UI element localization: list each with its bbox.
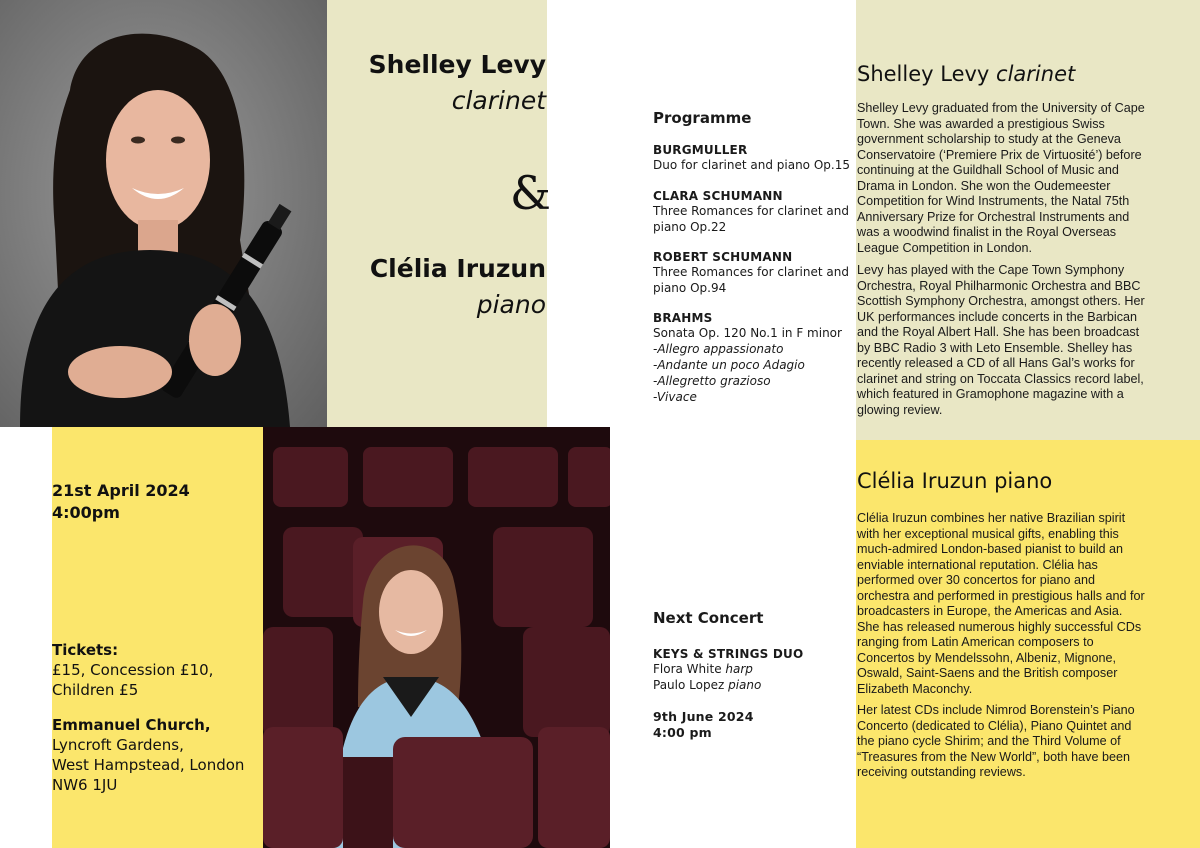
bio1-instrument: clarinet (996, 62, 1076, 86)
next-concert-performer2-instrument: piano (728, 678, 762, 692)
programme-composer: BRAHMS (653, 311, 713, 325)
bio1-title (857, 62, 1075, 86)
programme-work: Sonata Op. 120 No.1 in F minor (653, 326, 842, 340)
tickets-label: Tickets: (52, 641, 119, 659)
bio1-paragraph-1: Shelley Levy graduated from the University of Cape Town. She was awarded a prestigious Swiss government scholarship to study at the Geneva Conservatoire (‘Premiere Prix de Virtuosité’) before continuing at the Guildhall School of Music and Drama in London. She won the Oudemeester Competition for Wind Instruments, the Natal 75th Anniversary Prize for Orchestral Instruments and was a woodwind finalist in the Royal Overseas League Competition in London. (857, 101, 1145, 255)
next-concert-datetime (653, 709, 853, 741)
next-concert-title: KEYS & STRINGS DUO (653, 647, 804, 661)
programme-composer: ROBERT SCHUMANN (653, 250, 793, 264)
ampersand: & (510, 166, 551, 220)
venue-postcode: NW6 1JU (52, 776, 118, 794)
performer1-instrument: clarinet (451, 86, 546, 115)
programme-work: Duo for clarinet and piano Op.15 (653, 158, 850, 172)
event-time: 4:00pm (52, 503, 120, 522)
programme-composer: CLARA SCHUMANN (653, 189, 783, 203)
performer2-name: Clélia Iruzun (369, 254, 546, 283)
event-datetime (52, 480, 262, 524)
next-concert-date: 9th June 2024 (653, 709, 754, 724)
next-concert-performer1 (653, 661, 853, 677)
programme-work: Three Romances for clarinet and (653, 265, 849, 279)
clarinettist-photo (0, 0, 327, 427)
event-date: 21st April 2024 (52, 481, 190, 500)
venue-name: Emmanuel Church, (52, 716, 211, 734)
bio1-paragraph-2: Levy has played with the Cape Town Symphony Orchestra, Royal Philharmonic Orchestra and BBC Scottish Symphony Orchestra, amongst others. Her UK performances include concerts in the Barbican and the Royal Albert Hall. She has been broadcast by BBC Radio 3 with Leto Ensemble. Shelley has recently released a CD of all Hans Gal’s works for clarinet and string on Toccata Classics record label, which featured in Gramophone magazine with a glowing review. (857, 263, 1145, 417)
next-concert-performer1-instrument: harp (725, 662, 753, 676)
programme-item (653, 189, 853, 235)
next-concert-performer2-name: Paulo Lopez (653, 678, 725, 692)
programme-item (653, 311, 853, 405)
programme-heading: Programme (653, 109, 752, 127)
programme-work: piano Op.22 (653, 220, 727, 234)
next-concert-performer1-name: Flora White (653, 662, 722, 676)
performer2-instrument: piano (476, 290, 546, 319)
programme-movement: -Allegretto grazioso (653, 374, 771, 388)
venue-address-line: West Hampstead, London (52, 756, 245, 774)
pianist-photo (263, 427, 610, 848)
bio1-name: Shelley Levy (857, 62, 990, 86)
programme-work: Three Romances for clarinet and (653, 204, 849, 218)
programme-work: piano Op.94 (653, 281, 727, 295)
bio2-title: Clélia Iruzun piano (857, 469, 1053, 493)
tickets-prices: £15, Concession £10, (52, 661, 214, 679)
programme-composer: BURGMULLER (653, 143, 748, 157)
next-concert-details (653, 647, 853, 693)
performer1-name: Shelley Levy (368, 50, 546, 79)
venue-address-line: Lyncroft Gardens, (52, 736, 184, 754)
next-concert-performer2 (653, 677, 853, 693)
programme-movement: -Vivace (653, 390, 697, 404)
programme-movement: -Allegro appassionato (653, 342, 784, 356)
tickets-info (52, 640, 262, 700)
next-concert-time: 4:00 pm (653, 725, 712, 740)
tickets-prices-children: Children £5 (52, 681, 139, 699)
left-margin-strip (0, 427, 52, 848)
bio2-paragraph-2: Her latest CDs include Nimrod Borenstein’s Piano Concerto (dedicated to Clélia), Piano Quintet and the piano cycle Shirim; and the Third Volume of “Treasures from the New World”, both have been receiving outstanding reviews. (857, 703, 1135, 779)
programme-item (653, 250, 853, 296)
programme-item (653, 143, 853, 173)
bio2-paragraph-1: Clélia Iruzun combines her native Brazilian spirit with her exceptional musical gifts, enabling this much-admired London-based pianist to build an enviable international reputation. Clélia has performed over 30 concertos for piano and orchestra and performed in prestigious halls and for broadcasters in Europe, the Americas and Asia. She has released numerous highly successful CDs ranging from Latin American composers to Concertos by Mendelssohn, Albeniz, Mignone, Oswald, Saint-Saens and the British composer Elizabeth Maconchy. (857, 511, 1145, 696)
venue-info (52, 715, 262, 795)
next-concert-heading: Next Concert (653, 609, 764, 627)
programme-movement: -Andante un poco Adagio (653, 358, 805, 372)
